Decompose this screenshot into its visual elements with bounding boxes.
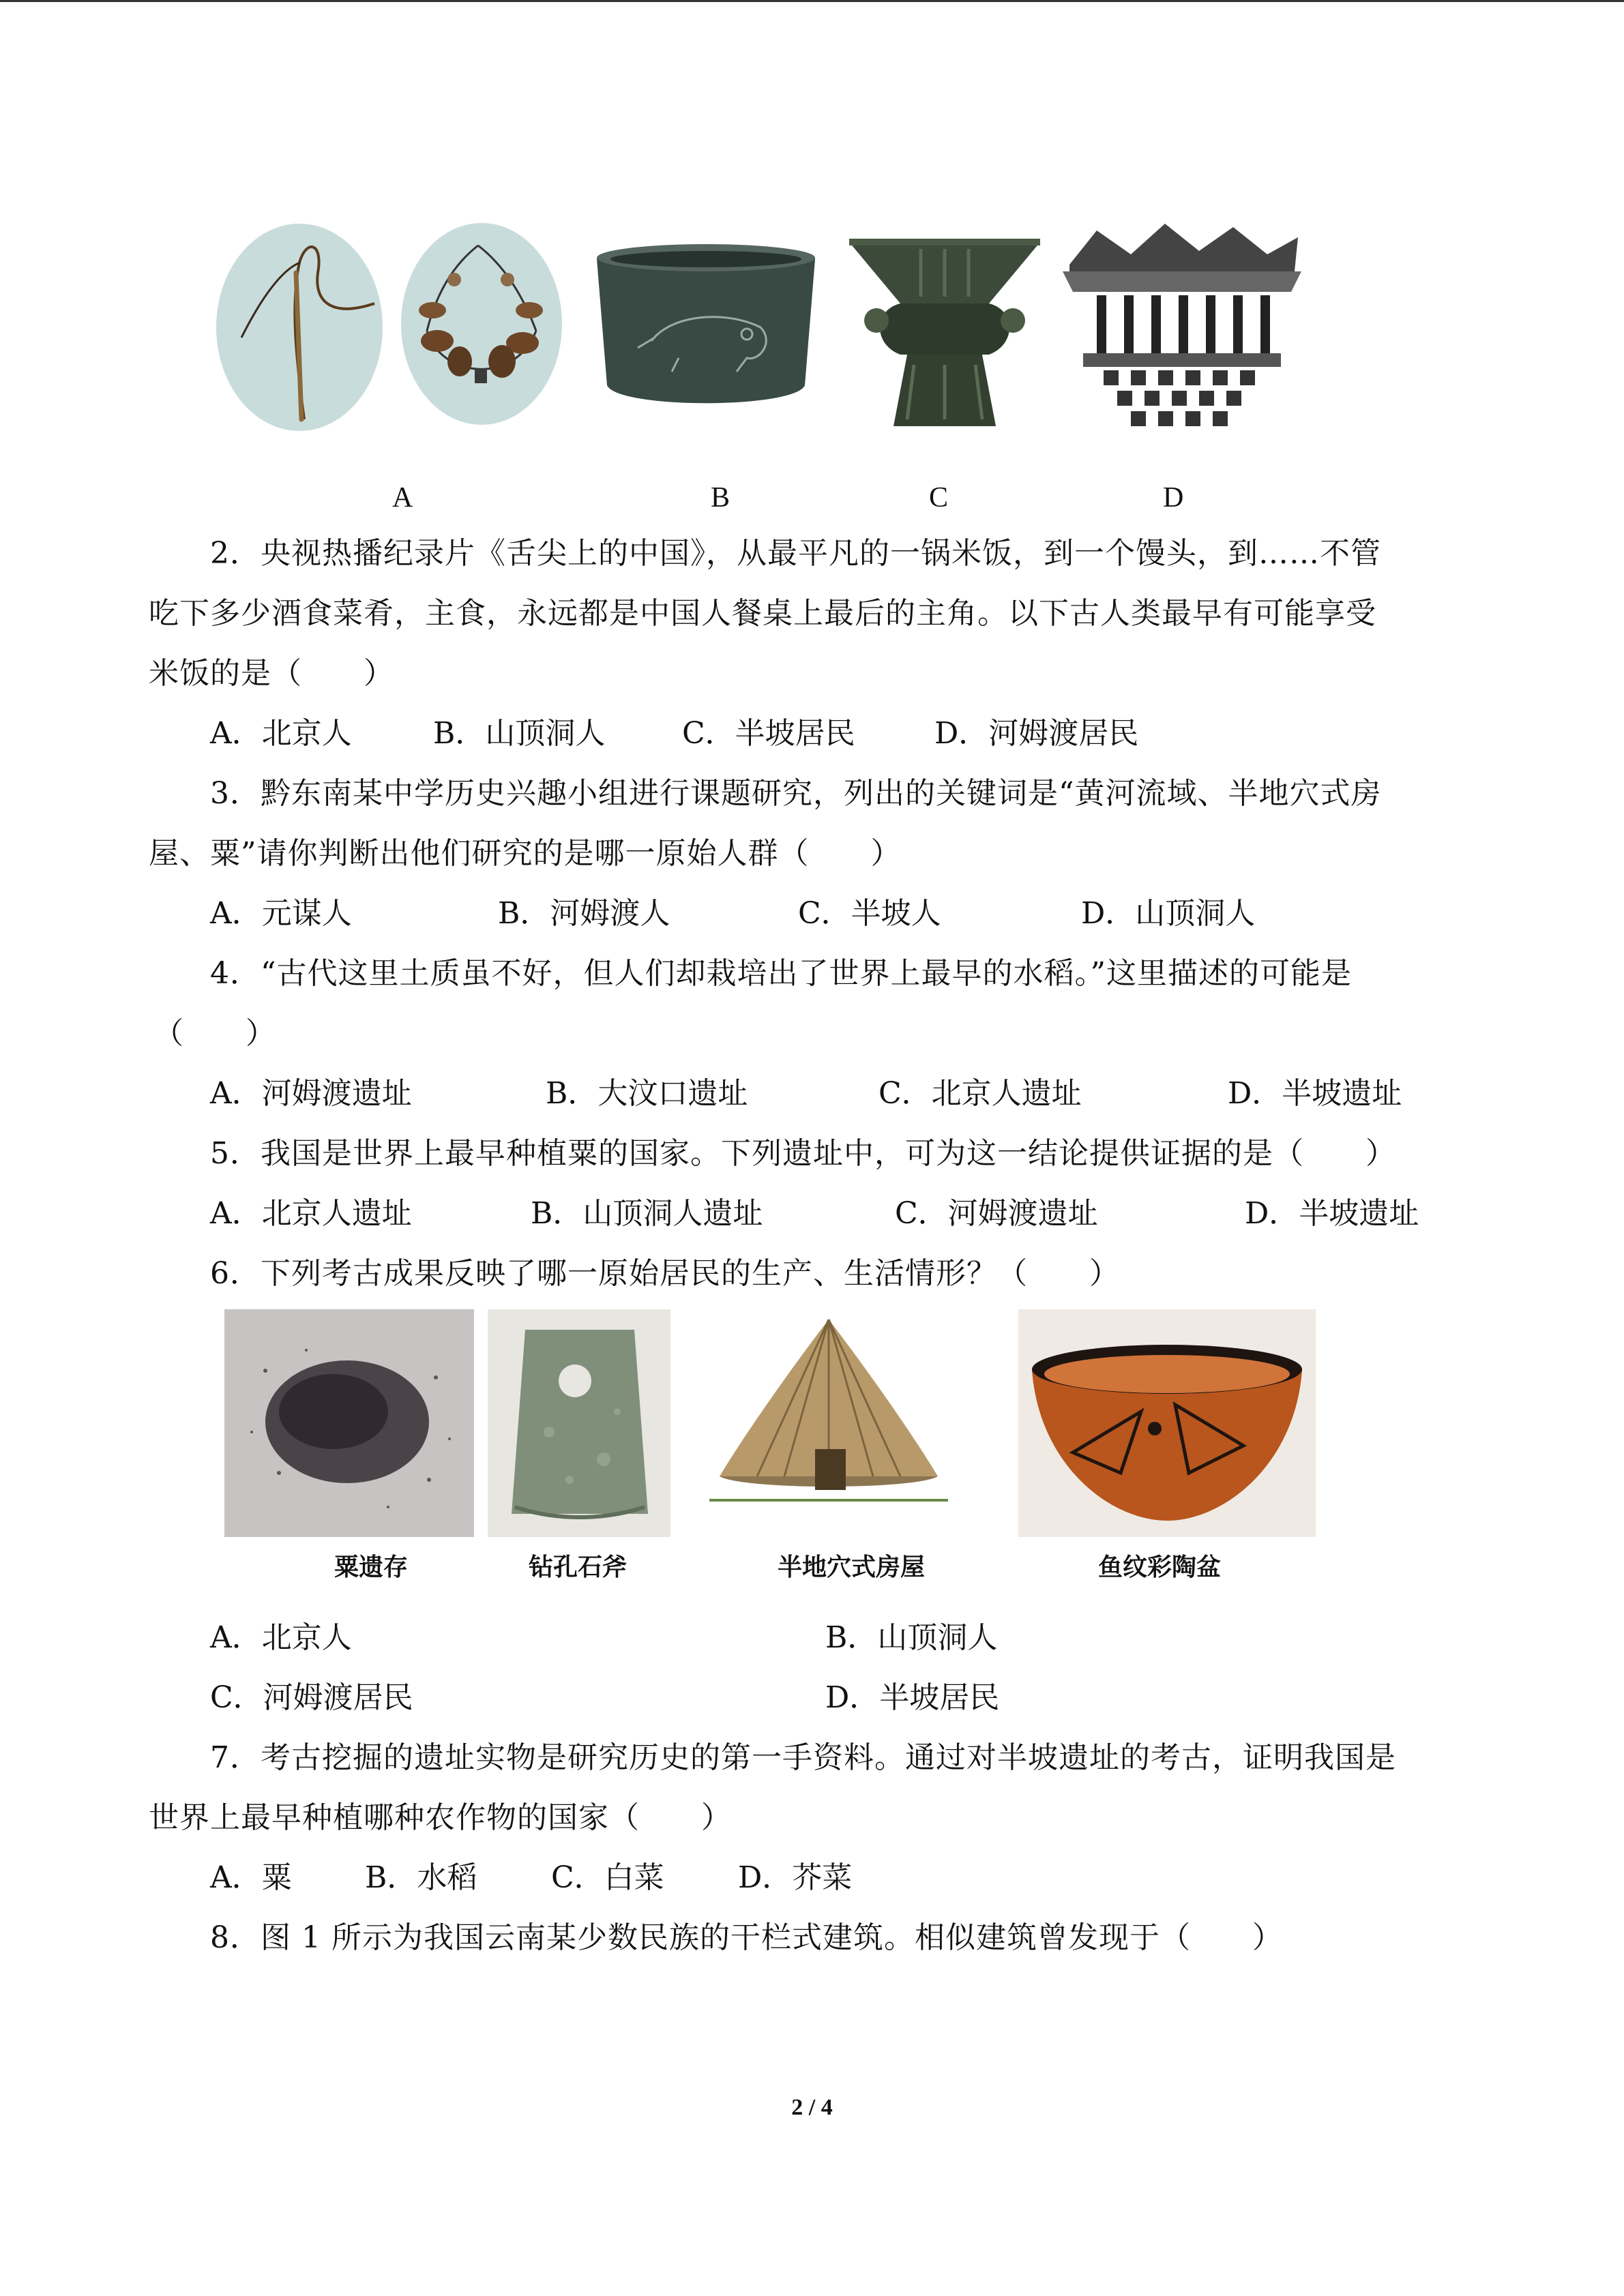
q4-line-1: 4．“古代这里土质虽不好，但人们却栽培出了世界上最早的水稻。”这里描述的可能是 bbox=[210, 956, 1352, 991]
q4-option-d: D．半坡遗址 bbox=[1228, 1076, 1402, 1111]
q3-option-c: C．半坡人 bbox=[798, 896, 941, 931]
q7-option-d: D．芥菜 bbox=[738, 1860, 853, 1895]
q2-option-c: C．半坡居民 bbox=[682, 716, 855, 751]
bead-necklace-image bbox=[400, 222, 563, 426]
q2-line-2: 吃下多少酒食菜肴，主食，永远都是中国人餐桌上最后的主角。以下古人类最早有可能享受 bbox=[149, 596, 1376, 631]
q2-line-1: 2．央视热播纪录片《舌尖上的中国》，从最平凡的一锅米饭，到一个馒头，到……不管 bbox=[210, 536, 1381, 571]
caption-fish-pattern-basin: 鱼纹彩陶盆 bbox=[1098, 1553, 1222, 1581]
q7-option-b: B．水稻 bbox=[365, 1860, 477, 1895]
q6-option-c: C．河姆渡居民 bbox=[210, 1680, 413, 1715]
figure-label-b: B bbox=[711, 482, 730, 513]
q5-option-b: B．山顶洞人遗址 bbox=[531, 1196, 763, 1231]
semi-subterranean-house-image bbox=[703, 1309, 955, 1537]
page-top-border bbox=[0, 0, 1624, 2]
q2-line-3: 米饭的是（ ） bbox=[149, 656, 394, 691]
q4-line-2: （ ） bbox=[153, 1016, 276, 1051]
ganlan-building-image bbox=[1056, 217, 1308, 449]
figure-label-c: C bbox=[929, 482, 949, 513]
figure-label-d: D bbox=[1163, 482, 1184, 513]
q2-option-a: A．北京人 bbox=[210, 716, 352, 751]
millet-remains-image bbox=[224, 1309, 474, 1537]
q2-option-b: B．山顶洞人 bbox=[433, 716, 606, 751]
q4-option-a: A．河姆渡遗址 bbox=[210, 1076, 412, 1111]
q8-line-1: 8．图 1 所示为我国云南某少数民族的干栏式建筑。相似建筑曾发现于（ ） bbox=[210, 1920, 1283, 1955]
q4-option-b: B．大汶口遗址 bbox=[546, 1076, 748, 1111]
q3-option-b: B．河姆渡人 bbox=[498, 896, 670, 931]
bronze-zun-image bbox=[846, 228, 1044, 433]
figure-label-a: A bbox=[392, 482, 413, 513]
q6-option-d: D．半坡居民 bbox=[825, 1680, 1000, 1715]
q7-option-c: C．白菜 bbox=[551, 1860, 664, 1895]
q2-option-d: D．河姆渡居民 bbox=[934, 716, 1139, 751]
pig-pattern-pot-image bbox=[590, 239, 822, 416]
q3-option-a: A．元谋人 bbox=[210, 896, 352, 931]
figure-banpo-finds bbox=[222, 1309, 1320, 1541]
q6-option-b: B．山顶洞人 bbox=[825, 1620, 998, 1655]
caption-semi-subterranean-house: 半地穴式房屋 bbox=[778, 1553, 926, 1581]
q5-option-a: A．北京人遗址 bbox=[210, 1196, 412, 1231]
stone-axe-image bbox=[488, 1309, 670, 1537]
q5-option-c: C．河姆渡遗址 bbox=[895, 1196, 1098, 1231]
q5-option-d: D．半坡遗址 bbox=[1245, 1196, 1419, 1231]
q4-option-c: C．北京人遗址 bbox=[879, 1076, 1082, 1111]
fish-pattern-basin-image bbox=[1018, 1309, 1316, 1537]
q6-line-1: 6．下列考古成果反映了哪一原始居民的生产、生活情形？（ ） bbox=[210, 1256, 1120, 1291]
q5-line-1: 5．我国是世界上最早种植粟的国家。下列遗址中，可为这一结论提供证据的是（ ） bbox=[210, 1136, 1396, 1171]
q3-line-1: 3．黔东南某中学历史兴趣小组进行课题研究，列出的关键词是“黄河流域、半地穴式房 bbox=[210, 776, 1382, 811]
q7-option-a: A．粟 bbox=[210, 1860, 292, 1895]
caption-stone-axe: 钻孔石斧 bbox=[529, 1553, 628, 1581]
q6-option-a: A．北京人 bbox=[210, 1620, 352, 1655]
q3-option-d: D．山顶洞人 bbox=[1081, 896, 1256, 931]
bone-needle-image bbox=[214, 222, 385, 433]
q7-line-2: 世界上最早种植哪种农作物的国家（ ） bbox=[149, 1800, 732, 1835]
page-number: 2 / 4 bbox=[791, 2095, 833, 2120]
figure-artifacts bbox=[205, 211, 1316, 450]
caption-millet-remains: 粟遗存 bbox=[334, 1553, 409, 1581]
q7-line-1: 7．考古挖掘的遗址实物是研究历史的第一手资料。通过对半坡遗址的考古，证明我国是 bbox=[210, 1740, 1396, 1775]
q3-line-2: 屋、粟”请你判断出他们研究的是哪一原始人群（ ） bbox=[149, 836, 902, 871]
